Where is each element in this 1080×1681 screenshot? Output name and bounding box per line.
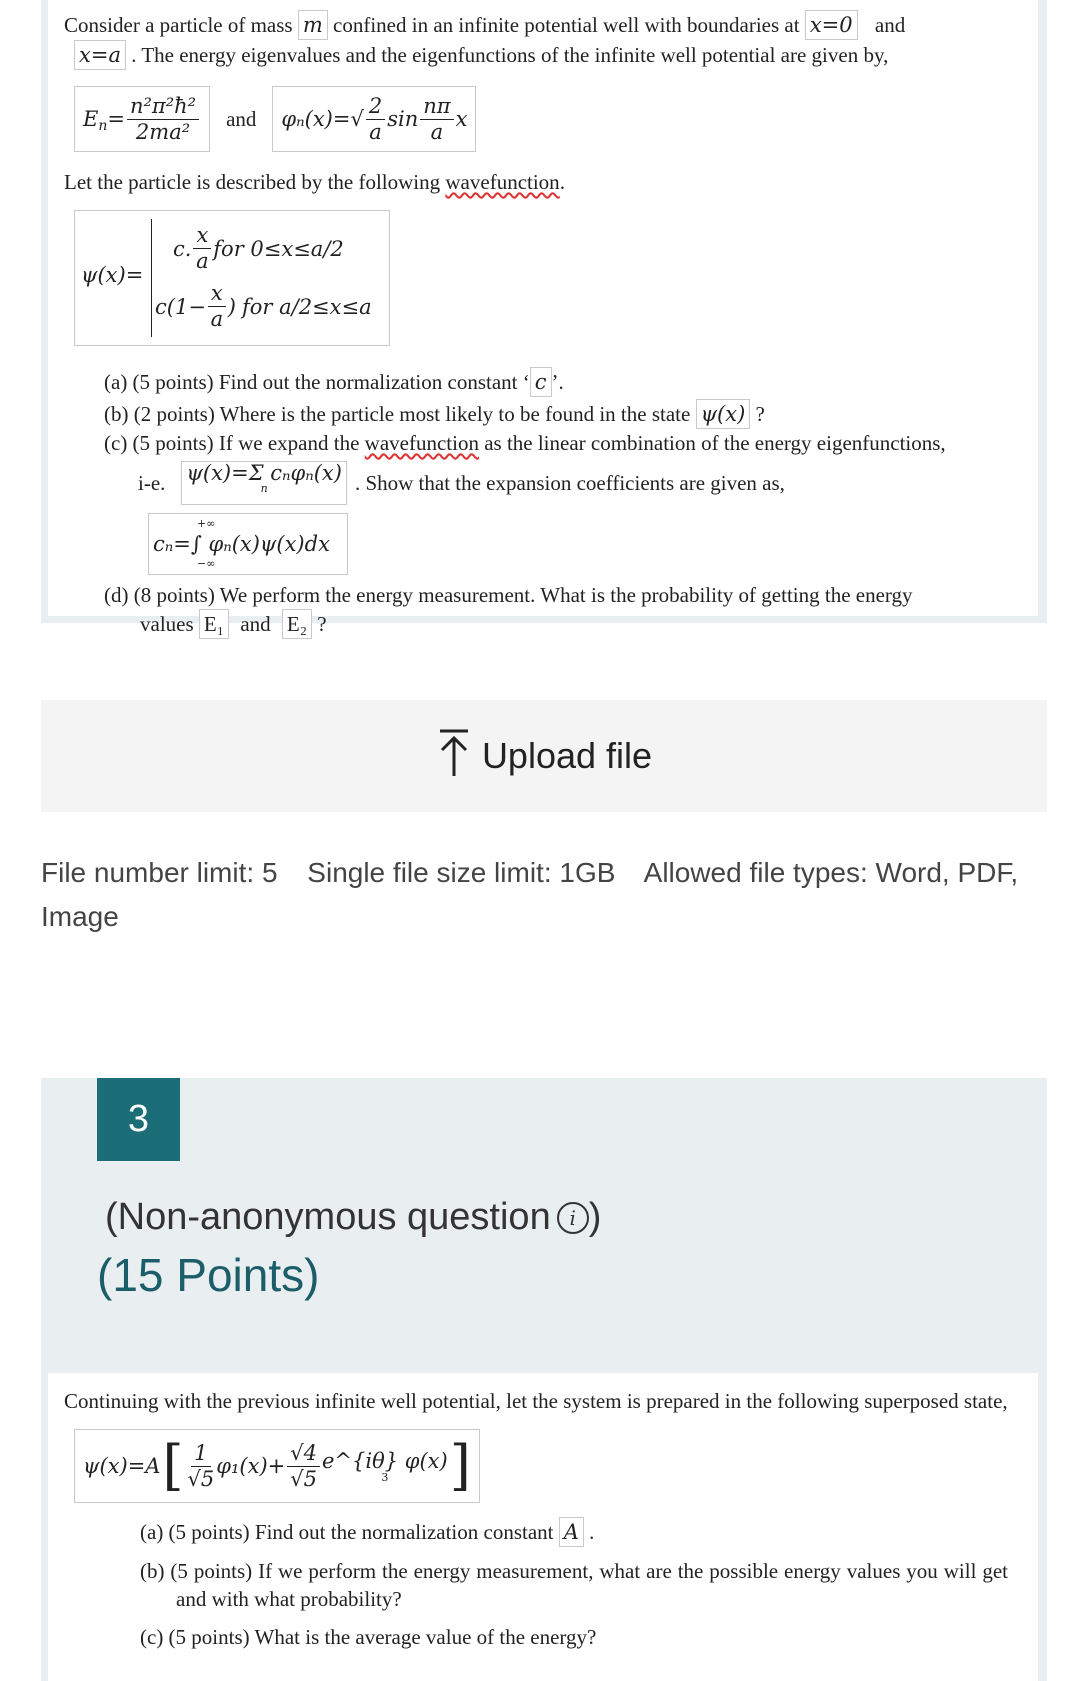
energy-formula: E n = $\frac{\text{n²π²ħ²}}{\text{2ma²}}$	[74, 86, 210, 152]
piecewise-wavefunction: ψ(x)= c. $\frac{x}{a}$ for 0≤x≤a/2 c(1− $\frac{x}{a}$ ) for a/2≤x≤a	[74, 210, 390, 346]
q1-part-c: (c) (5 points) If we expand the wavefunction as the linear combination of the energy eigenfunctions,	[104, 431, 946, 455]
q3-part-c: (c) (5 points) What is the average value of the energy?	[140, 1625, 597, 1649]
q1-eigen-formulas: E n = $\frac{\text{n²π²ħ²}}{\text{2ma²}}$ and φₙ(x)=√ $\frac{2}{a}$ sin $\frac{n\pi}{a}$ x	[74, 84, 1028, 154]
question-number-badge: 3	[97, 1078, 180, 1161]
upload-file-label: Upload file	[481, 735, 653, 776]
q1-let-text: Let the particle is described by the following wavefunction.	[64, 170, 565, 194]
q1-intro-cont: x=a . The energy eigenvalues and the eigenfunctions of the infinite well potential are given by,	[74, 40, 1028, 70]
q3-intro: Continuing with the previous infinite well potential, let the system is prepared in the following superposed state,	[64, 1389, 1008, 1413]
q1-part-d-values: values E₁ and E₂ ?	[140, 609, 1028, 639]
question-3-image	[48, 1373, 1038, 1681]
superposed-state: ψ(x)=A [ $\frac{1}{√5}$ φ₁(x)+ $\frac{√4}{√5}$ e^{iθ} φ(x) 3 ]	[74, 1429, 480, 1503]
upload-arrow-icon	[436, 728, 472, 785]
q1-part-c-expansion: i-e. ψ(x)=Σ cₙφₙ(x) n . Show that the expansion coefficients are given as,	[138, 461, 1028, 505]
q1-part-a: (a) (5 points) Find out the normalization constant ‘ c ’.	[104, 367, 1028, 397]
question-type-label: (Non-anonymous question i )	[105, 1196, 602, 1238]
file-limits	[41, 851, 1041, 939]
question-1-image	[48, 0, 1038, 636]
info-icon[interactable]: i	[557, 1202, 589, 1234]
upload-file-button[interactable]	[41, 700, 1047, 812]
q1-part-d: (d) (8 points) We perform the energy measurement. What is the probability of getting the energy	[104, 583, 913, 607]
q3-part-a: (a) (5 points) Find out the normalization constant A .	[140, 1517, 1028, 1547]
question-points: (15 Points)	[97, 1249, 320, 1301]
q1-intro: Consider a particle of mass m confined in an infinite potential well with boundaries at x=0 and	[64, 10, 1028, 40]
coefficient-formula: +∞ cₙ=∫ φₙ(x)ψ(x)dx −∞	[148, 513, 348, 575]
eigenfunction-formula: φₙ(x)=√ $\frac{2}{a}$ sin $\frac{n\pi}{a}$ x	[272, 86, 476, 152]
q3-part-b: (b) (5 points) If we perform the energy measurement, what are the possible energy values you will get and with what probability?	[140, 1559, 1008, 1611]
file-number-limit: File number limit: 5	[41, 857, 278, 888]
q1-part-b: (b) (2 points) Where is the particle most likely to be found in the state ψ(x) ?	[104, 399, 1028, 429]
allowed-file-types: Allowed file types: Word, PDF, Image	[41, 857, 1019, 932]
file-size-limit: Single file size limit: 1GB	[307, 857, 616, 888]
